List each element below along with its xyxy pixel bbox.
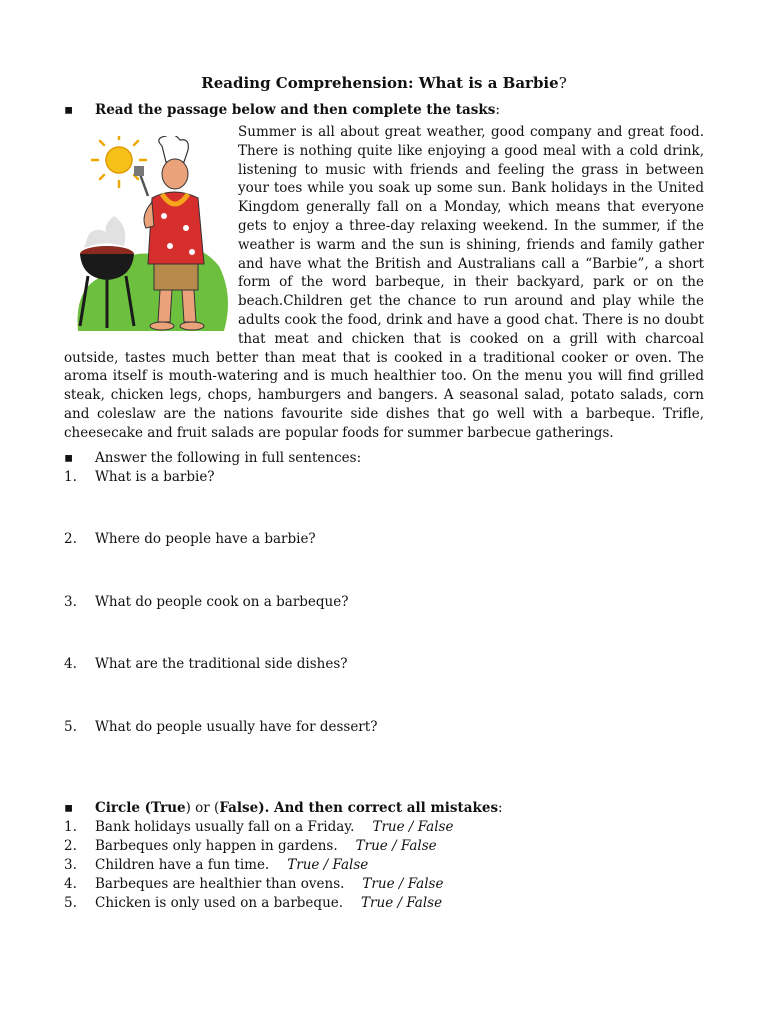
question-number: 1. bbox=[64, 469, 77, 485]
statement-text: Bank holidays usually fall on a Friday. bbox=[95, 819, 355, 835]
instruction-part: Circle ( bbox=[95, 800, 152, 816]
instruction-text: Read the passage below and then complete the tasks bbox=[95, 102, 496, 118]
true-false-choice[interactable]: True / False bbox=[361, 895, 443, 911]
statement-number: 1. bbox=[64, 819, 77, 835]
question-number: 4. bbox=[64, 656, 77, 672]
question-item bbox=[64, 719, 377, 735]
bullet-icon: ▪ bbox=[64, 102, 74, 118]
question-text: What do people usually have for dessert? bbox=[95, 719, 378, 735]
question-item bbox=[64, 531, 316, 547]
title-text: Reading Comprehension: What is a Barbie bbox=[201, 74, 559, 92]
question-number: 3. bbox=[64, 594, 77, 610]
bullet-icon: ▪ bbox=[64, 450, 74, 466]
instruction-part: True bbox=[151, 800, 186, 816]
statement-text: Chicken is only used on a barbeque. bbox=[95, 895, 344, 911]
instruction-colon: : bbox=[495, 102, 500, 118]
page-title bbox=[0, 74, 768, 92]
instruction-part: ) or ( bbox=[185, 800, 220, 816]
instruction-part: : bbox=[498, 800, 503, 816]
reading-passage bbox=[64, 123, 704, 443]
questions-instruction-text: Answer the following in full sentences: bbox=[95, 450, 362, 466]
question-item bbox=[64, 656, 348, 672]
instruction-part: False bbox=[219, 800, 259, 816]
true-false-choice[interactable]: True / False bbox=[355, 838, 437, 854]
question-text: What do people cook on a barbeque? bbox=[95, 594, 349, 610]
question-number: 5. bbox=[64, 719, 77, 735]
instruction-read-passage bbox=[64, 102, 500, 118]
statement-text: Barbeques only happen in gardens. bbox=[95, 838, 338, 854]
question-text: What are the traditional side dishes? bbox=[95, 656, 348, 672]
true-false-choice[interactable]: True / False bbox=[287, 857, 369, 873]
true-false-item bbox=[64, 838, 437, 854]
statement-text: Children have a fun time. bbox=[95, 857, 270, 873]
true-false-choice[interactable]: True / False bbox=[362, 876, 444, 892]
illustration-spacer bbox=[64, 123, 238, 348]
passage-text: Summer is all about great weather, good company and great food. There is nothing quite like enjoying a good meal with a cold drink, listening to music with friends and feeling the grass in between your toes while you soak up some sun. Bank holidays in the United Kingdom generally fall on a Monday, which means that everyone gets to enjoy a three-day relaxing weekend. In the summer, if the weather is warm and the sun is shining, friends and family gather and have what the British and Australians call a “Barbie”, a short form of the word barbeque, in their backyard, park or on the beach.Children get the chance to run around and play while the adults cook the food, drink and have a good chat. There is no doubt that meat and chicken that is cooked on a grill with charcoal outside, tastes much better than meat that is cooked in a traditional cooker or oven. The aroma itself is mouth-watering and is much healthier too. On the menu you will find grilled steak, chicken legs, chops, hamburgers and bangers. A seasonal salad, potato salads, corn and coleslaw are the nations favourite side dishes that go well with a barbeque. Trifle, cheesecake and fruit salads are popular foods for summer barbecue gatherings. bbox=[64, 124, 704, 441]
statement-number: 3. bbox=[64, 857, 77, 873]
statement-number: 2. bbox=[64, 838, 77, 854]
question-number: 2. bbox=[64, 531, 77, 547]
true-false-item bbox=[64, 857, 368, 873]
statement-number: 5. bbox=[64, 895, 77, 911]
true-false-choice[interactable]: True / False bbox=[372, 819, 454, 835]
question-item bbox=[64, 469, 215, 485]
instruction-part: ). And then correct all mistakes bbox=[258, 800, 499, 816]
question-text: What is a barbie? bbox=[95, 469, 215, 485]
true-false-item bbox=[64, 876, 443, 892]
true-false-instruction bbox=[64, 800, 503, 816]
true-false-item bbox=[64, 819, 453, 835]
question-text: Where do people have a barbie? bbox=[95, 531, 316, 547]
bullet-icon: ▪ bbox=[64, 800, 74, 816]
statement-text: Barbeques are healthier than ovens. bbox=[95, 876, 345, 892]
statement-number: 4. bbox=[64, 876, 77, 892]
question-item bbox=[64, 594, 348, 610]
questions-instruction bbox=[64, 450, 361, 466]
true-false-item bbox=[64, 895, 442, 911]
title-question-mark: ? bbox=[558, 74, 567, 92]
